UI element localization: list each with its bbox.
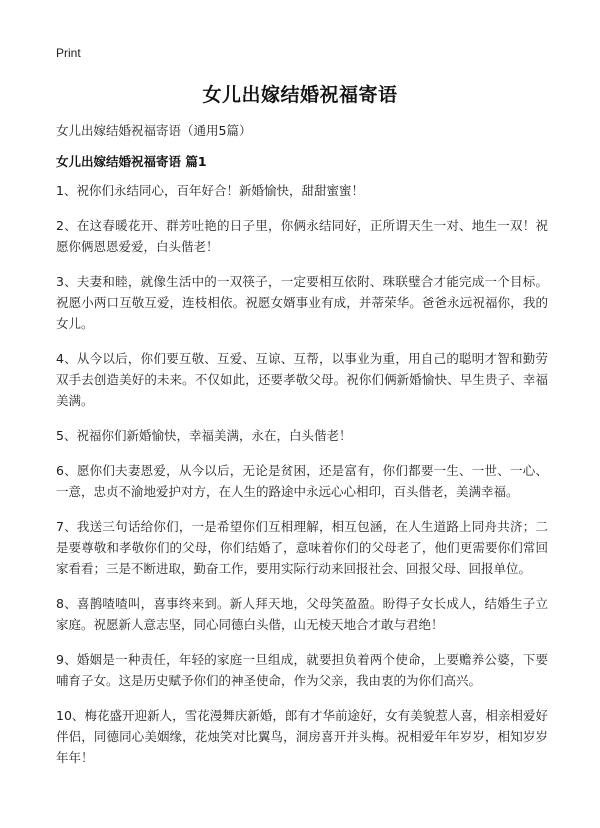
paragraph-1: 1、祝你们永结同心，百年好合！新婚愉快，甜甜蜜蜜！ bbox=[56, 183, 364, 198]
print-link[interactable]: Print bbox=[56, 46, 81, 60]
paragraph-2: 2、在这春暖花开、群芳吐艳的日子里，你俩永结同好，正所谓天生一对、地生一双！祝愿你俩恩恩爱爱，白头偕老！ bbox=[56, 218, 548, 254]
paragraph-10: 10、梅花盛开迎新人，雪花漫舞庆新婚，郎有才华前途好，女有美貌惹人喜，相亲相爱好伴侣，同德同心美姻缘，花烛笑对比翼鸟，洞房喜开并头梅。祝相爱年年岁岁，相知岁岁年年！ bbox=[56, 708, 548, 765]
paragraph-7: 7、我送三句话给你们，一是希望你们互相理解，相互包涵，在人生道路上同舟共济；二是要尊敬和孝敬你们的父母，你们结婚了，意味着你们的父母老了，他们更需要你们常回家看看；三是不断进取，勤奋工作，要用实际行动来回报社会、回报父母、回报单位。 bbox=[56, 519, 548, 576]
paragraph-6: 6、愿你们夫妻恩爱，从今以后，无论是贫困，还是富有，你们都要一生、一世、一心、一意，忠贞不渝地爱护对方，在人生的路途中永远心心相印，百头偕老，美满幸福。 bbox=[56, 463, 548, 499]
paragraph-4: 4、从今以后，你们要互敬、互爱、互谅、互帮，以事业为重，用自己的聪明才智和勤劳双手去创造美好的未来。不仅如此，还要孝敬父母。祝你们俩新婚愉快、早生贵子、幸福美满。 bbox=[56, 351, 548, 408]
document-subtitle: 女儿出嫁结婚祝福寄语（通用5篇） bbox=[56, 123, 252, 138]
paragraph-5: 5、祝福你们新婚愉快，幸福美满，永在，白头偕老！ bbox=[56, 428, 352, 443]
paragraph-3: 3、夫妻和睦，就像生活中的一双筷子，一定要相互依附、珠联璧合才能完成一个目标。祝愿小两口互敬互爱，连枝相依。祝愿女婿事业有成，并蒂荣华。爸爸永远祝福你，我的女儿。 bbox=[56, 274, 548, 331]
paragraph-list bbox=[56, 180, 548, 782]
document-title: 女儿出嫁结婚祝福寄语 bbox=[202, 84, 398, 106]
section-heading: 女儿出嫁结婚祝福寄语 篇1 bbox=[56, 154, 207, 169]
paragraph-9: 9、婚姻是一种责任，年轻的家庭一旦组成，就要担负着两个使命，上要赡养公婆，下要哺育子女。这是历史赋予你们的神圣使命，作为父亲，我由衷的为你们高兴。 bbox=[56, 652, 548, 688]
paragraph-8: 8、喜鹊喳喳叫，喜事终来到。新人拜天地，父母笑盈盈。盼得子女长成人，结婚生子立家庭。祝愿新人意志坚，同心同德白头偕，山无棱天地合才敢与君绝！ bbox=[56, 596, 548, 632]
